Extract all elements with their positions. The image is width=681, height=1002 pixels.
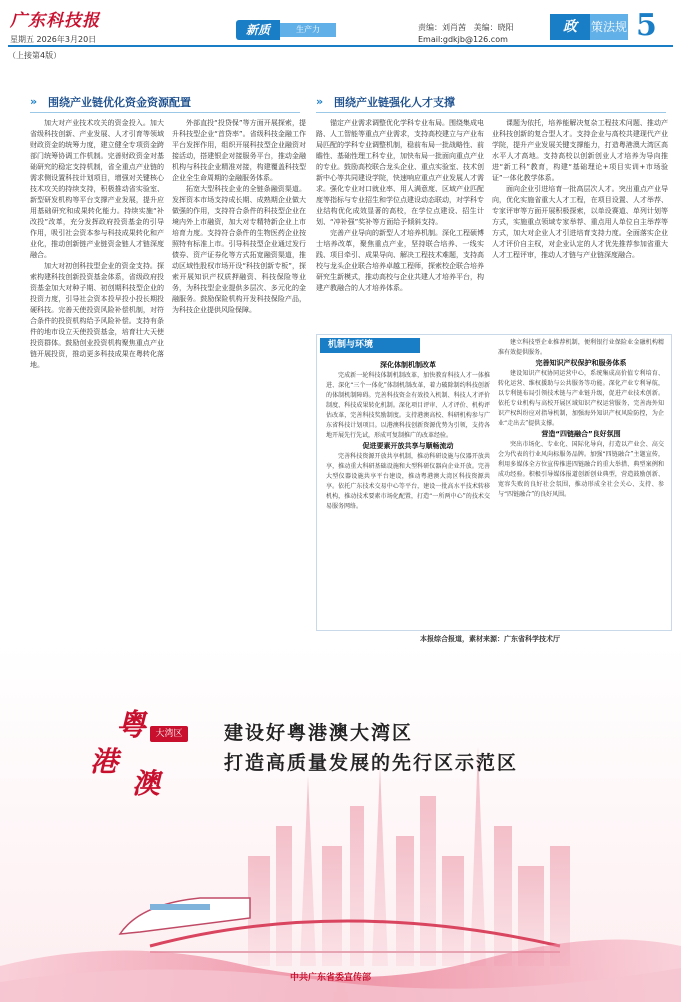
article-column-3 [316, 118, 484, 328]
heading-underline [30, 112, 300, 113]
masthead [0, 0, 681, 60]
paragraph: 锚定产业需求调整优化学科专业布局。围绕集成电路、人工智能等重点产业需求，支持高校建立与产业布局匹配的学科专业调整机制，稳前布局一批战略性、前瞻性、基础性理工科专业，加快布局一批面向重点产业的专业。鼓励高校联合龙头企业、重点实验室、技术创新中心等共同建设学院，快速响应重点产业发展人才需求。强化专业对口就业率、用人满意度、区域产业匹配度等指标与专业招生和学位点建设动态联动，对学科专业结构优化成效显著的高校，在学位点建设、招生计划、“冲补强”奖补等方面给予倾斜支持。 [316, 119, 484, 226]
section-heading-1 [30, 94, 300, 110]
paragraph: 面向企业引进培育一批高层次人才。突出重点产业导向，优化实施省重大人才工程，在项目设置、人才举荐、专家评审等方面开展积极探索，以单设赛道、单列计划等方式，实施重点领域专家举荐、重点用人单位自主举荐等方式，加大对企业人才引进培育支持力度。全面落实企业人才评价自主权，对企业认定的人才优先推荐参加省重大人才工程评审，推动人才链与产业链深度融合。 [492, 185, 668, 259]
article-column-4 [492, 118, 668, 328]
section-heading-2 [316, 94, 666, 110]
source-credit: 本报综合报道，素材来源：广东省科学技术厅 [420, 635, 560, 643]
paragraph: 外部直投“投贷保”等方面开展探索，提升科技型企业“首贷率”。省级科技金融工作平台发挥作用，组织开展科技型企业融资对接活动，搭建银企对接服务平台，推动金融机构与科技企业精准对接，构建覆盖科技型企业全生命周期的金融服务体系。 [172, 119, 306, 182]
sidebar-subheading: 完善知识产权保护和服务体系 [535, 359, 627, 367]
sidebar-column-left [326, 360, 490, 622]
section-badge [236, 20, 342, 40]
chevron-right-icon: » [316, 95, 324, 108]
paragraph: 课题为依托，培养能解决复杂工程技术问题、推动产业科技创新的复合型人才。支持企业与高校共建现代产业学院，提升产业发展关键支撑能力，打造粤港澳大湾区高水平人才高地。支持高校以创新创业人才培养为导向推进“新工科”教育，构建“基础理论+项目实训+市场验证”一体化教学体系。 [492, 119, 668, 182]
paper-name: 广东科技报 [10, 11, 100, 31]
sidebar-paragraph: 完成新一轮科技体制机制改革，加快教育科技人才一体推进、深化“三个一体化”体制机制改革，着力破除制约科技创新的体制机制障碍。完善科技资金有效投入机制、科技人才评价制度、科技成果转化机制。深化项目评审、人才评价、机构评估改革，完善科技奖励制度。支持港澳高校、科研机构参与广东省科技计划项目。以港澳科技创新资源优势为引领，支持各地开展先行先试，形成可复制推广的改革经验。 [326, 372, 490, 439]
paragraph: 拓宽大型科技企业的全链条融资渠道。发挥资本市场支持成长期、成熟期企业做大做强的作用，支持符合条件的科技型企业在境内外上市融资，加大对专精特新企业上市培育力度。支持符合条件的生物医药企业按照特有标准上市。引导科技型企业通过发行债券、资产证券化等方式拓宽融资渠道，推动区域性股权市场开设“科技创新专板”，探索开展知识产权质押融资、科技保险等业务，为科技型企业提供多层次、多元化的金融服务。鼓励保险机构开发科技保险产品，为科技企业提供风险保障。 [172, 185, 306, 314]
sidebar-tag: 机制与环境 [320, 338, 420, 353]
paragraph: 加大对初创科技型企业的资金支持。探索构建科技创新投资基金体系，省级政府投资基金加大对种子期、初创期科技型企业的投资力度，引导社会资本投早投小投长期投硬科技。完善天使投资风险补偿机制，对符合条件的投资机构给予风险补偿。支持有条件的地市设立天使投资基金，培育壮大天使投资群体。鼓励创业投资机构聚焦重点产业链开展投资，推动更多科技成果在粤转化落地。 [30, 262, 164, 369]
section-title-1: 围绕产业链优化资金资源配置 [48, 96, 191, 109]
sidebar-subheading: 深化体制机制改革 [380, 361, 436, 369]
banner-slogan-1: 建设好粤港澳大湾区 [224, 722, 414, 744]
brush-character-2: 港 [90, 745, 119, 778]
page-section-sub: 策法规 [590, 14, 628, 40]
brush-character-3: 澳 [132, 767, 161, 800]
chevron-right-icon: » [30, 95, 38, 108]
issue-date: 星期五 2026年3月20日 [10, 35, 97, 44]
section-badge-main: 新质 [236, 20, 280, 40]
page-number: 5 [636, 8, 657, 43]
paragraph: 加大对产业技术攻关的资金投入。加大省级科技创新、产业发展、人才引育等领域财政资金的统筹力度，建立健全专项资金跨部门统筹协调工作机制。完善财政资金对基础研究的稳定支持机制，省全重点产业链的需求侧设置科技计划项目，增强对关键核心技术攻关的持续支持，积极推动省实验室、新型研发机构等平台支撑产业发展，提升应用基础研究和成果转化能力。持续实施“补改投”改革，充分发挥政府投资基金的引导作用，吸引社会资本参与科技成果转化和产业化，推动创新链产业链资金链人才链深度融合。 [30, 119, 164, 259]
gba-banner [0, 646, 681, 1002]
designer-name: 美编：晓阳 [473, 23, 514, 32]
skyline-illustration [0, 646, 681, 1002]
sidebar-paragraph: 完善科技资源开放共享机制，推动科研设施与仪器开放共享，推动重大科研基础设施和大型科研仪器向企业开放。完善大型仪器设施共享平台建设，推动粤港澳大湾区科技资源共享。依托广东技术交易中心等平台，建设一批高水平技术转移机构，推动技术要素市场化配置，打造“一所两中心”的技术交易服务网络。 [326, 453, 490, 510]
brush-character-1: 粤 [116, 708, 146, 743]
page-section-badge [550, 14, 628, 40]
continued-note: （上接第4版） [8, 51, 62, 60]
heading-underline [316, 112, 666, 113]
editor-info [418, 22, 514, 46]
page-section-main: 政 [550, 14, 590, 40]
article-column-1 [30, 118, 164, 640]
sidebar-paragraph: 建立科技型企业推荐机制，便利银行业保险业金融机构精准有效提供服务。 [498, 339, 664, 356]
masthead-rule [8, 45, 673, 47]
gba-tag: 大湾区 [150, 726, 188, 742]
sidebar-subheading: 营造“四链融合”良好氛围 [541, 430, 621, 438]
editor-email: Email:gdkjb@126.com [418, 35, 508, 44]
sidebar-paragraph: 突出市场化、专业化、国际化导向，打造以产业会、高交会为代表的行业风向标服务品牌。加强“四链融合”主题宣传，利用多媒体全方位宣传推进四链融合的重大举措、典型案例和成功经验。积极引导媒体报道创新创业典型，营造鼓励创新、宽容失败的良好社会氛围，推动形成全社会关心、支持、参与“四链融合”的良好风围。 [498, 441, 664, 498]
banner-signature: 中共广东省委宣传部 [290, 973, 372, 983]
article-column-2 [172, 118, 306, 640]
section-title-2: 围绕产业链强化人才支撑 [334, 96, 455, 109]
sidebar-paragraph: 建设知识产权协同运营中心，系统集成高价值专利培育、转化运营、维权援助与公共服务等功能。深化产业专利导航，以专利链布局引领技术链与产业链升级，促进产业技术创新。依托专业机构与高校开展区域知识产权运营服务，完善海外知识产权纠纷应对指导机制，加强海外知识产权风险防控，为企业“走出去”提供支撑。 [498, 370, 664, 427]
paragraph: 完善产业导向的新型人才培养机制。深化工程硕博士培养改革，聚焦重点产业，坚持联合培养、一线实践、项目牵引、成果导向、解决工程技术难题，支持高校与龙头企业联合培养卓越工程师，探索校企联合培养研究生新模式，推动高校与企业共建人才培养平台，构建产教融合的人才培养体系。 [316, 229, 484, 292]
editor-name: 责编：刘肖茜 [418, 23, 466, 32]
sidebar-column-right [498, 338, 664, 622]
banner-slogan-2: 打造高质量发展的先行区示范区 [224, 752, 519, 774]
section-badge-sub: 生产力 [280, 23, 336, 37]
sidebar-subheading: 促进要素开放共享与顺畅流动 [362, 442, 454, 450]
